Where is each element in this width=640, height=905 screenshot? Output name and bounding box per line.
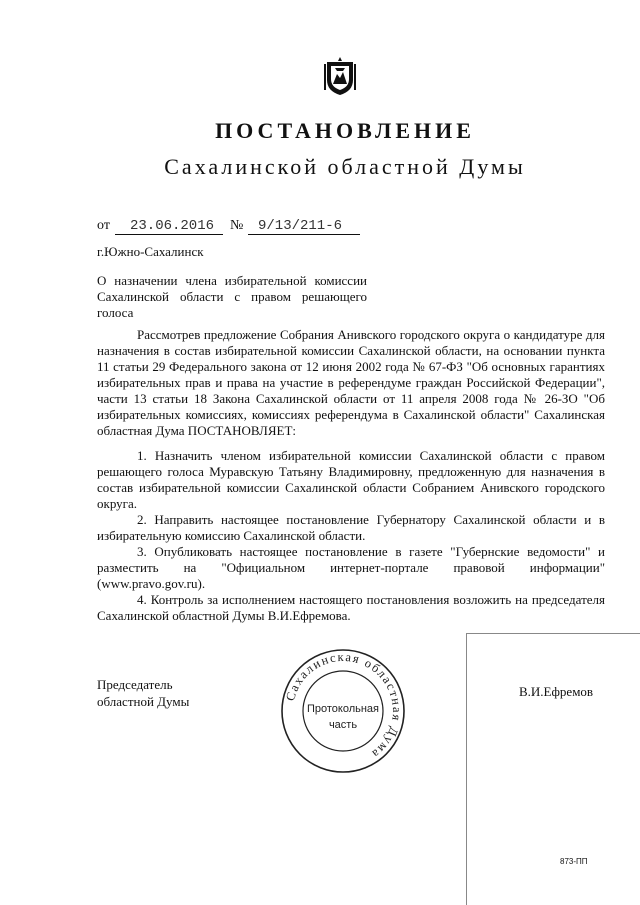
document-title: ПОСТАНОВЛЕНИЕ [215, 118, 475, 143]
signatory-position [97, 676, 189, 710]
seal-center-line-1: Протокольная [306, 703, 380, 715]
resolution-item-2: 2. Направить настоящее постановление Губернатору Сахалинской области и в избирательную комиссию Сахалинской области. [97, 512, 605, 543]
scan-frame-edge-vertical [466, 633, 467, 905]
seal-ring-text: Сахалинская областная Дума [283, 649, 405, 762]
official-seal [278, 646, 408, 776]
document-code: 873-ПП [560, 857, 588, 866]
resolution-item-3: 3. Опубликовать настоящее постановление в газете "Губернские ведомости" и разместить на "Официальном интернет-портале правовой информации" (www.pravo.gov.ru). [97, 544, 605, 591]
date-underline [115, 234, 223, 235]
signatory-position-line-2: областной Думы [97, 694, 190, 709]
document-number: 9/13/211-6 [258, 218, 343, 234]
document-subject: О назначении члена избирательной комиссии Сахалинской области с правом решающего голоса [97, 273, 367, 320]
document-date: 23.06.2016 [130, 218, 215, 234]
date-prefix: от [97, 218, 110, 233]
number-underline [248, 234, 360, 235]
number-prefix: № [230, 218, 244, 233]
resolution-item-1: 1. Назначить членом избирательной комиссии Сахалинской области с правом решающего голоса Муравскую Татьяну Владимировну, предложенную для назначения в состав избирательной комиссии Сахалинской области Собранием Анивского городского округа. [97, 448, 605, 511]
document-subtitle: Сахалинской областной Думы [164, 154, 526, 179]
signatory-name: В.И.Ефремов [519, 684, 594, 699]
signatory-position-line-1: Председатель [97, 677, 173, 692]
coat-of-arms-icon [323, 56, 357, 96]
scan-frame-edge-horizontal [466, 633, 640, 634]
city: г.Южно-Сахалинск [97, 244, 204, 259]
resolution-item-4: 4. Контроль за исполнением настоящего постановления возложить на председателя Сахалинской областной Думы В.И.Ефремова. [97, 592, 605, 623]
preamble-paragraph: Рассмотрев предложение Собрания Анивского городского округа о кандидатуре для назначения в состав избирательной комиссии Сахалинской области, на основании пункта 11 статьи 29 Федерального закона от 12 июня 2002 года № 67-ФЗ "Об основных гарантиях избирательных прав и права на участие в референдуме граждан Российской Федерации", части 13 статьи 18 Закона Сахалинской области от 11 апреля 2008 года № 26-ЗО "Об избирательных комиссиях, комиссиях референдума в Сахалинской области" Сахалинская областная Дума ПОСТАНОВЛЯЕТ: [97, 327, 605, 438]
seal-center-line-2: часть [328, 719, 358, 731]
